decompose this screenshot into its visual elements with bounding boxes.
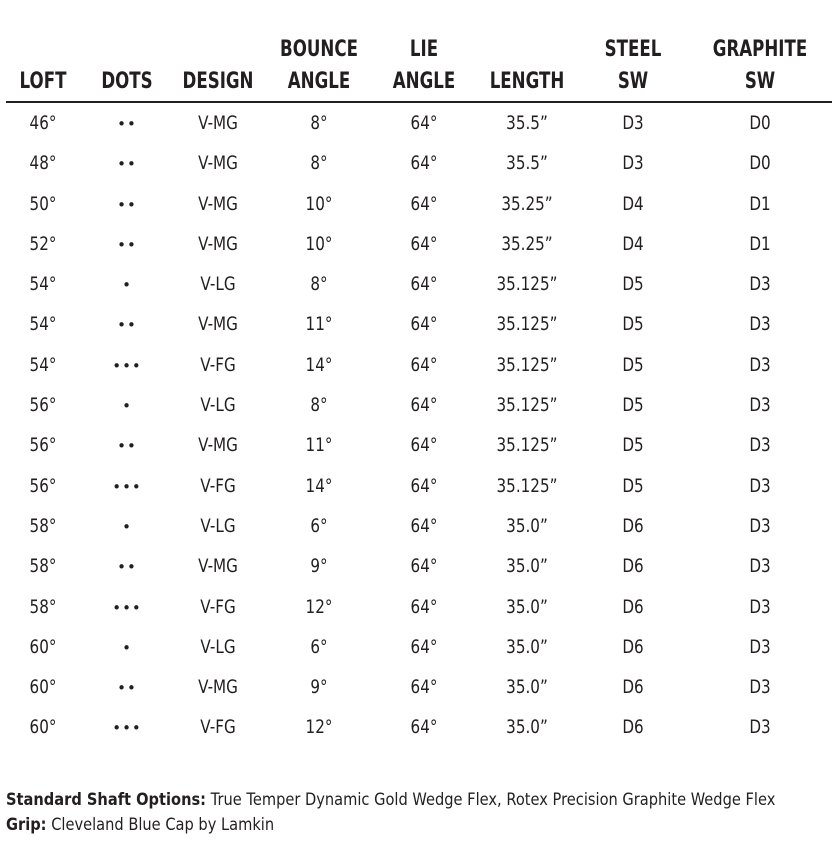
cell-graphite: D3 — [749, 556, 771, 578]
header-steel-line: SW — [617, 68, 649, 94]
shaft-options-label: Standard Shaft Options: — [6, 790, 207, 810]
cell-lie: 64° — [410, 193, 438, 215]
cell-design: V-MG — [198, 556, 238, 578]
cell-loft: 58° — [29, 556, 57, 578]
cell-loft: 60° — [29, 717, 57, 739]
header-lie-line: ANGLE — [392, 68, 456, 94]
cell-length: 35.0” — [506, 717, 548, 739]
cell-loft: 58° — [29, 515, 57, 537]
cell-steel: D3 — [622, 113, 644, 134]
table-row — [6, 144, 832, 184]
cell-bounce: 6° — [310, 636, 328, 658]
cell-design: V-LG — [200, 636, 236, 658]
table-row — [6, 507, 832, 547]
cell-graphite: D3 — [749, 274, 771, 296]
cell-lie: 64° — [410, 274, 438, 296]
cell-bounce: 8° — [310, 274, 328, 296]
cell-graphite: D1 — [749, 233, 771, 255]
header-graphite-line: GRAPHITE — [712, 36, 808, 62]
cell-bounce: 9° — [310, 556, 328, 578]
cell-lie: 64° — [410, 314, 438, 336]
cell-bounce: 12° — [305, 596, 333, 618]
cell-length: 35.25” — [501, 193, 553, 215]
cell-steel: D4 — [622, 193, 644, 215]
table-row — [6, 628, 832, 668]
cell-graphite: D3 — [749, 717, 771, 739]
cell-length: 35.125” — [496, 475, 558, 497]
cell-lie: 64° — [410, 677, 438, 699]
cell-lie: 64° — [410, 596, 438, 618]
cell-length: 35.5” — [506, 113, 548, 134]
cell-steel: D6 — [622, 515, 644, 537]
cell-dots: • — [122, 638, 132, 657]
header-bounce-line: BOUNCE — [280, 36, 358, 62]
cell-graphite: D0 — [749, 153, 771, 175]
cell-length: 35.0” — [506, 515, 548, 537]
cell-dots: •• — [117, 679, 137, 698]
header-length — [483, 33, 572, 97]
cell-lie: 64° — [410, 354, 438, 376]
cell-loft: 46° — [29, 113, 57, 134]
cell-length: 35.125” — [496, 314, 558, 336]
cell-lie: 64° — [410, 475, 438, 497]
cell-lie: 64° — [410, 717, 438, 739]
header-loft-line — [13, 33, 72, 65]
cell-loft: 58° — [29, 596, 57, 618]
cell-dots: •• — [117, 316, 137, 335]
cell-graphite: D1 — [749, 193, 771, 215]
grip-line — [6, 813, 716, 838]
table-row — [6, 386, 832, 426]
table-row — [6, 305, 832, 345]
header-graphite-line: SW — [744, 68, 776, 94]
cell-steel: D5 — [622, 274, 644, 296]
cell-design: V-MG — [198, 435, 238, 457]
grip-value: Cleveland Blue Cap by Lamkin — [51, 815, 275, 835]
header-design — [181, 33, 255, 97]
cell-loft: 50° — [29, 193, 57, 215]
header-bounce — [278, 33, 359, 97]
cell-steel: D6 — [622, 596, 644, 618]
cell-lie: 64° — [410, 636, 438, 658]
shaft-options-value: True Temper Dynamic Gold Wedge Flex, Rotex Precision Graphite Wedge Flex — [210, 790, 776, 810]
cell-design: V-LG — [200, 395, 236, 417]
cell-lie: 64° — [410, 233, 438, 255]
cell-length: 35.0” — [506, 636, 548, 658]
cell-loft: 54° — [29, 314, 57, 336]
header-design-line: DESIGN — [182, 68, 254, 94]
cell-dots: • — [122, 397, 132, 416]
cell-design: V-LG — [200, 274, 236, 296]
table-row — [6, 104, 832, 144]
cell-graphite: D3 — [749, 475, 771, 497]
header-steel — [600, 33, 667, 97]
cell-length: 35.25” — [501, 233, 553, 255]
cell-lie: 64° — [410, 515, 438, 537]
cell-lie: 64° — [410, 113, 438, 134]
cell-steel: D6 — [622, 556, 644, 578]
cell-steel: D6 — [622, 717, 644, 739]
cell-length: 35.125” — [496, 274, 558, 296]
cell-steel: D6 — [622, 677, 644, 699]
table-row — [6, 668, 832, 708]
cell-steel: D5 — [622, 395, 644, 417]
header-dots-line — [97, 33, 156, 65]
cell-lie: 64° — [410, 435, 438, 457]
cell-length: 35.0” — [506, 596, 548, 618]
cell-length: 35.125” — [496, 435, 558, 457]
cell-bounce: 10° — [305, 233, 333, 255]
header-loft — [13, 33, 72, 97]
cell-loft: 48° — [29, 153, 57, 175]
cell-loft: 56° — [29, 395, 57, 417]
cell-bounce: 8° — [310, 395, 328, 417]
cell-bounce: 14° — [305, 354, 333, 376]
cell-graphite: D3 — [749, 435, 771, 457]
header-bounce-line: ANGLE — [287, 68, 351, 94]
cell-dots: • — [122, 517, 132, 536]
cell-bounce: 11° — [305, 435, 333, 457]
cell-design: V-MG — [198, 193, 238, 215]
table-header-row — [6, 0, 832, 103]
cell-graphite: D3 — [749, 515, 771, 537]
shaft-options-line — [6, 788, 776, 813]
cell-length: 35.0” — [506, 556, 548, 578]
table-row — [6, 588, 832, 628]
cell-graphite: D3 — [749, 677, 771, 699]
cell-loft: 54° — [29, 354, 57, 376]
cell-bounce: 6° — [310, 515, 328, 537]
header-dots — [97, 33, 156, 97]
header-design-line — [181, 33, 255, 65]
table-row — [6, 225, 832, 265]
cell-dots: ••• — [112, 477, 142, 496]
cell-loft: 56° — [29, 475, 57, 497]
cell-dots: •• — [117, 115, 137, 133]
cell-steel: D5 — [622, 314, 644, 336]
cell-design: V-FG — [200, 717, 236, 739]
cell-length: 35.5” — [506, 153, 548, 175]
cell-design: V-FG — [200, 354, 236, 376]
cell-steel: D3 — [622, 153, 644, 175]
cell-dots: •• — [117, 195, 137, 214]
cell-lie: 64° — [410, 395, 438, 417]
cell-design: V-MG — [198, 233, 238, 255]
cell-dots: •• — [117, 155, 137, 174]
header-steel-line: STEEL — [604, 36, 662, 62]
cell-steel: D6 — [622, 636, 644, 658]
cell-length: 35.125” — [496, 354, 558, 376]
cell-graphite: D3 — [749, 354, 771, 376]
header-graphite — [708, 33, 812, 97]
spec-table — [6, 0, 832, 749]
cell-design: V-FG — [200, 596, 236, 618]
cell-loft: 52° — [29, 233, 57, 255]
cell-bounce: 9° — [310, 677, 328, 699]
cell-loft: 54° — [29, 274, 57, 296]
table-row — [6, 346, 832, 386]
table-row — [6, 467, 832, 507]
header-length-line: LENGTH — [489, 68, 565, 94]
header-lie — [387, 33, 461, 97]
cell-design: V-MG — [198, 113, 238, 134]
header-dots-line: DOTS — [101, 68, 153, 94]
cell-dots: ••• — [112, 719, 142, 738]
cell-dots: ••• — [112, 356, 142, 375]
cell-graphite: D3 — [749, 596, 771, 618]
cell-bounce: 11° — [305, 314, 333, 336]
cell-loft: 60° — [29, 636, 57, 658]
spec-footer — [6, 788, 832, 838]
cell-dots: • — [122, 276, 132, 295]
cell-length: 35.125” — [496, 395, 558, 417]
cell-design: V-MG — [198, 677, 238, 699]
cell-bounce: 10° — [305, 193, 333, 215]
cell-design: V-LG — [200, 515, 236, 537]
table-body — [6, 104, 832, 749]
header-loft-line: LOFT — [19, 68, 67, 94]
cell-bounce: 12° — [305, 717, 333, 739]
header-length-line — [483, 33, 572, 65]
cell-graphite: D3 — [749, 395, 771, 417]
cell-steel: D4 — [622, 233, 644, 255]
cell-design: V-MG — [198, 314, 238, 336]
cell-length: 35.0” — [506, 677, 548, 699]
cell-steel: D5 — [622, 475, 644, 497]
cell-graphite: D3 — [749, 636, 771, 658]
cell-lie: 64° — [410, 153, 438, 175]
table-row — [6, 185, 832, 225]
cell-loft: 60° — [29, 677, 57, 699]
cell-steel: D5 — [622, 354, 644, 376]
table-row — [6, 547, 832, 587]
cell-design: V-FG — [200, 475, 236, 497]
cell-dots: •• — [117, 235, 137, 254]
cell-loft: 56° — [29, 435, 57, 457]
header-lie-line: LIE — [409, 36, 439, 62]
grip-label: Grip: — [6, 815, 47, 835]
cell-bounce: 8° — [310, 153, 328, 175]
cell-graphite: D0 — [749, 113, 771, 134]
cell-graphite: D3 — [749, 314, 771, 336]
cell-design: V-MG — [198, 153, 238, 175]
cell-steel: D5 — [622, 435, 644, 457]
table-row — [6, 708, 832, 748]
cell-dots: ••• — [112, 598, 142, 617]
cell-lie: 64° — [410, 556, 438, 578]
table-row — [6, 426, 832, 466]
cell-dots: •• — [117, 437, 137, 456]
cell-bounce: 8° — [310, 113, 328, 134]
cell-bounce: 14° — [305, 475, 333, 497]
cell-dots: •• — [117, 558, 137, 577]
table-row — [6, 265, 832, 305]
